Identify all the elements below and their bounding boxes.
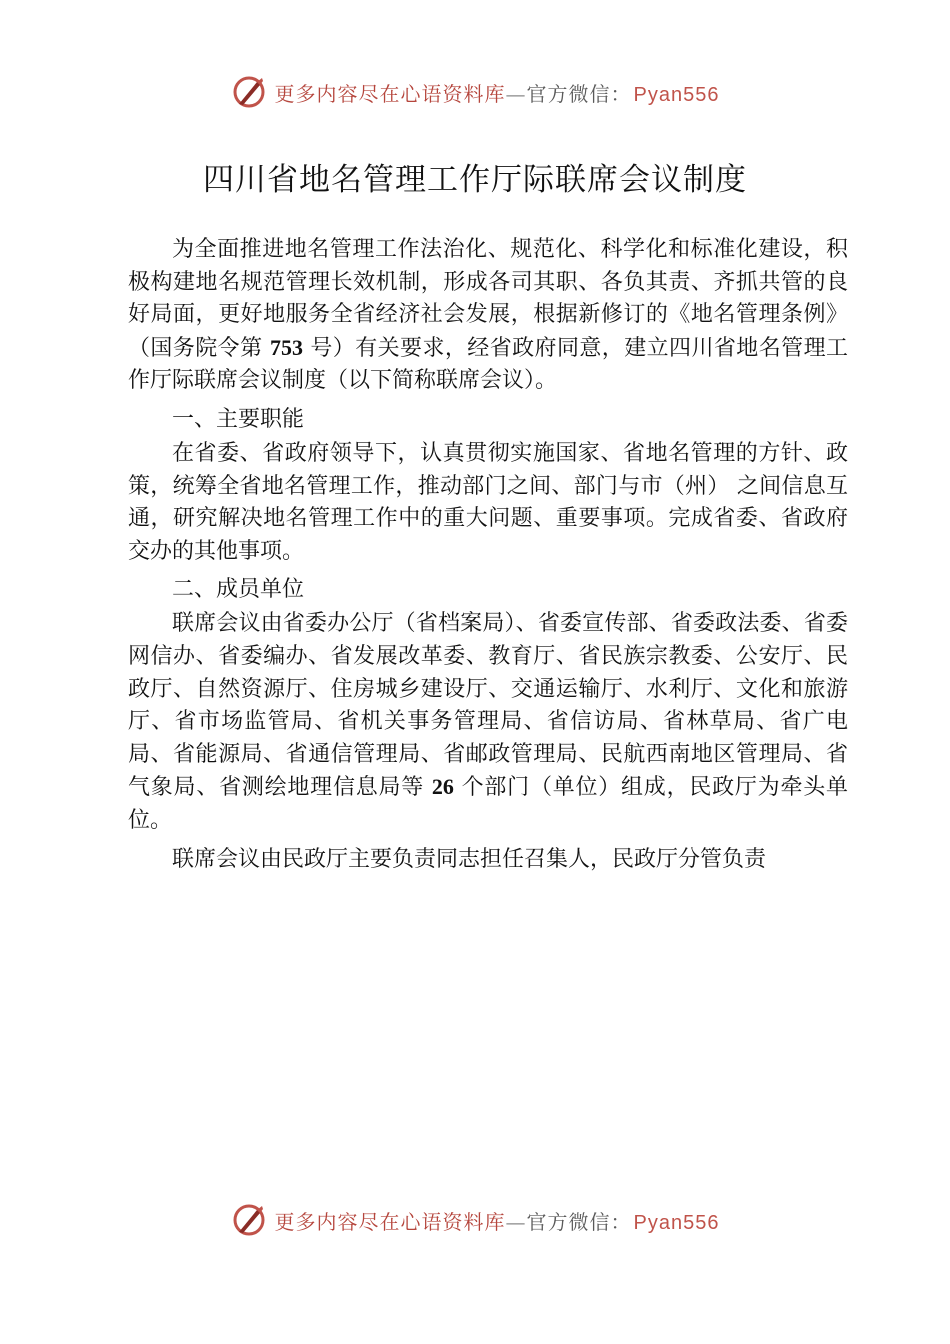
section-heading-members: 二、成员单位 [172, 577, 305, 603]
footer-watermark [0, 1198, 950, 1242]
functions-paragraph: 在省委、省政府领导下，认真贯彻实施国家、省地名管理的方针、政策，统筹全省地名管理工作，推动部门之间、部门与市（州） 之间信息互通，研究解决地名管理工作中的重大问题、重要事项。完成省委、省政府交办的其他事项。 [128, 440, 848, 564]
section-heading-functions: 一、主要职能 [172, 406, 305, 432]
brush-logo-icon [231, 1202, 267, 1238]
convener-paragraph: 联席会议由民政厅主要负责同志担任召集人，民政厅分管负责 [172, 846, 767, 872]
watermark-text: 更多内容尽在心语资料库—官方微信： Pyan556 [274, 81, 720, 106]
members-paragraph: 联席会议由省委办公厅（省档案局）、省委宣传部、省委政法委、省委网信办、省委编办、省发展改革委、教育厅、省民族宗教委、公安厅、民政厅、自然资源厅、住房城乡建设厅、交通运输厅、水利厅、文化和旅游厅、省市场监管局、省机关事务管理局、省信访局、省林草局、省广电局、省能源局、省通信管理局、省邮政管理局、民航西南地区管理局、省气象局、省测绘地理信息局等 26 个部门（单位）组成，民政厅为牵头单位。 [128, 611, 848, 833]
intro-paragraph: 为全面推进地名管理工作法治化、规范化、科学化和标准化建设，积极构建地名规范管理长效机制，形成各司其职、各负其责、齐抓共管的良好局面，更好地服务全省经济社会发展，根据新修订的《地名管理条例》（国务院令第 753 号）有关要求，经省政府同意，建立四川省地名管理工作厅际联席会议制度（以下简称联席会议）。 [128, 237, 848, 394]
document-body [128, 234, 848, 876]
document-title: 四川省地名管理工作厅际联席会议制度 [203, 162, 747, 198]
brush-logo-icon [231, 74, 267, 110]
watermark-text: 更多内容尽在心语资料库—官方微信： Pyan556 [274, 1209, 720, 1234]
header-watermark [0, 70, 950, 114]
